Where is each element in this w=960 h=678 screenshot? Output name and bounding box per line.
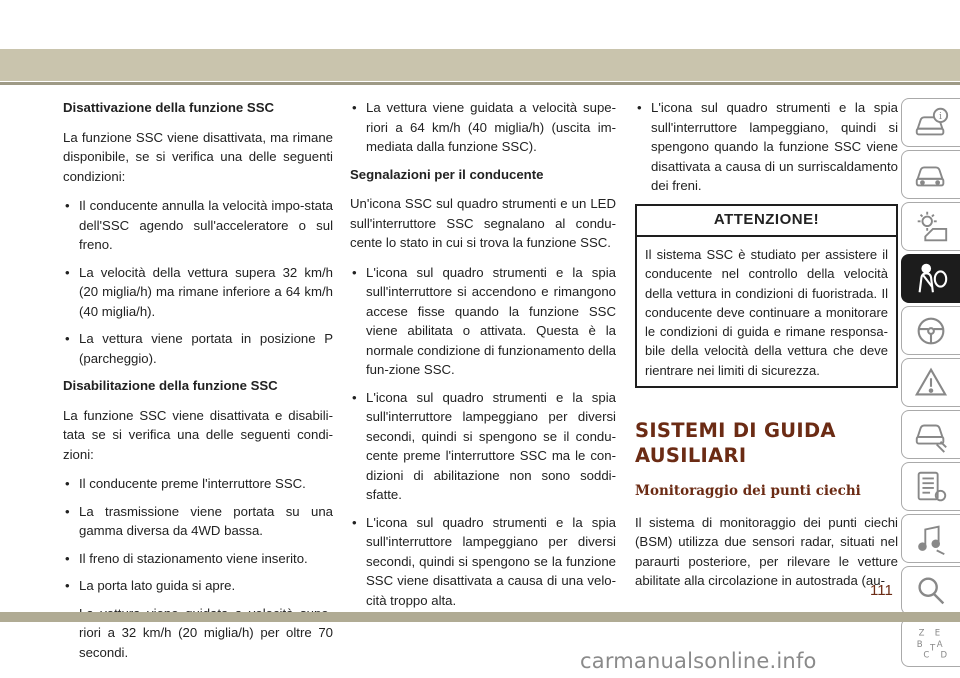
column-right bbox=[635, 98, 898, 601]
list-item: • La vettura viene portata in posizione P (parcheggio). bbox=[63, 329, 333, 368]
tab-index[interactable] bbox=[901, 618, 960, 667]
section-title-line2: AUSILIARI bbox=[635, 444, 747, 468]
warning-body: Il sistema SSC è studiato per assistere il conducente nel controllo della velocità della vettura in condizioni di fuoristrada. Il conducente deve continuare a monitorare le condizioni di guida e rimane responsa-bile della velocità della vettura che deve rientrare nei limiti di sicurezza. bbox=[645, 247, 888, 378]
specs-list-icon bbox=[912, 468, 950, 506]
index-letter-d: D bbox=[940, 649, 948, 660]
bullet-list bbox=[350, 98, 616, 157]
list-item: • La vettura viene guidata a velocità supe-riori a 64 km/h (40 miglia/h) (uscita im-mediata dalla funzione SSC). bbox=[350, 98, 616, 157]
tab-car-info[interactable] bbox=[901, 98, 960, 147]
seatbelt-airbag-icon bbox=[912, 260, 950, 298]
heading-driver-signals: Segnalazioni per il conducente bbox=[350, 166, 544, 182]
column-middle bbox=[350, 98, 616, 618]
section-title-line1: SISTEMI DI GUIDA bbox=[635, 419, 836, 443]
tab-dashboard-lights[interactable] bbox=[901, 202, 960, 251]
header-rule bbox=[0, 82, 960, 85]
tab-multimedia[interactable] bbox=[901, 514, 960, 563]
heading-ssc-deactivation: Disattivazione della funzione SSC bbox=[63, 100, 275, 115]
list-item: • L'icona sul quadro strumenti e la spia sull'interruttore lampeggiano per diversi secondi, quindi si spengono se il condu-cente preme l'interruttore SSC ma le con-dizioni di abilitazione non sono soddi-sfatte. bbox=[350, 388, 616, 505]
bullet-list bbox=[350, 263, 616, 611]
alphabet-index-icon bbox=[912, 624, 950, 662]
tab-steering[interactable] bbox=[901, 306, 960, 355]
tab-specs[interactable] bbox=[901, 462, 960, 511]
list-item: • L'icona sul quadro strumenti e la spia sull'interruttore lampeggiano per diversi secondi, quindi si spengono se la funzione SSC viene disattivata a causa di una velo-cità troppo alta. bbox=[350, 513, 616, 611]
warning-triangle-icon bbox=[912, 364, 950, 402]
steering-wheel-icon bbox=[912, 312, 950, 350]
index-letter-e: E bbox=[934, 627, 941, 638]
car-key-icon bbox=[912, 156, 950, 194]
footer-band bbox=[0, 612, 960, 622]
index-letter-b: B bbox=[916, 639, 923, 650]
bullet-list bbox=[63, 196, 333, 368]
list-item: • L'icona sul quadro strumenti e la spia sull'interruttore si accendono e rimangono accese fisse quando la funzione SSC viene abilitata o attivata. Questa è la normale condizione di funzionamento della fun-zione SSC. bbox=[350, 263, 616, 380]
dashboard-lights-icon bbox=[912, 208, 950, 246]
list-item: • La trasmissione viene portata su una gamma diversa da 4WD bassa. bbox=[63, 502, 333, 541]
paragraph: Il sistema di monitoraggio dei punti ciechi (BSM) utilizza due sensori radar, situati nel paraurti posteriore, per rilevare le vetture abilitate alla circolazione in autostrada (au- bbox=[635, 514, 898, 589]
list-item: • La velocità della vettura supera 32 km/h (20 miglia/h) ma rimane inferiore a 64 km/h (40 miglia/h). bbox=[63, 263, 333, 322]
list-item: • La porta lato guida si apre. bbox=[63, 576, 333, 596]
list-item: • riori a 32 km/h (20 miglia/h) per oltre 70 secondi. bbox=[63, 604, 333, 663]
chapter-tabs bbox=[901, 98, 960, 670]
warning-title: ATTENZIONE! bbox=[637, 206, 896, 238]
list-item: • L'icona sul quadro strumenti e la spia sull'interruttore lampeggiano, quindi si spengono quando la funzione SSC viene disattivata a causa di un surriscaldamento dei freni. bbox=[635, 98, 898, 196]
tab-safety[interactable] bbox=[901, 254, 960, 303]
index-letter-c: C bbox=[923, 649, 930, 660]
search-index-icon bbox=[912, 572, 950, 610]
index-letter-t: T bbox=[930, 643, 936, 654]
header-band bbox=[0, 49, 960, 81]
index-letter-a: A bbox=[936, 639, 943, 650]
bullet-list bbox=[63, 474, 333, 662]
list-item: • Il conducente preme l'interruttore SSC. bbox=[63, 474, 333, 494]
multimedia-icon bbox=[912, 520, 950, 558]
car-info-icon bbox=[912, 104, 950, 142]
heading-ssc-disabling: Disabilitazione della funzione SSC bbox=[63, 378, 278, 393]
page-number: 111 bbox=[870, 582, 893, 599]
car-service-icon bbox=[912, 416, 950, 454]
bullet-list bbox=[635, 98, 898, 196]
tab-warning[interactable] bbox=[901, 358, 960, 407]
svg-text:i: i bbox=[938, 110, 943, 122]
paragraph: La funzione SSC viene disattivata e disabili-tata se si verifica una delle seguenti condi-zioni: bbox=[63, 407, 333, 462]
paragraph: La funzione SSC viene disattivata, ma rimane disponibile, se si verifica una delle seguenti condizioni: bbox=[63, 129, 333, 184]
column-left bbox=[63, 98, 333, 670]
list-item: • Il conducente annulla la velocità impo-stata dell'SSC agendo sull'acceleratore o sul freno. bbox=[63, 196, 333, 255]
index-letter-z: Z bbox=[918, 627, 925, 638]
tab-car-service[interactable] bbox=[901, 410, 960, 459]
subsection-title: Monitoraggio dei punti ciechi bbox=[635, 483, 861, 500]
list-item: • Il freno di stazionamento viene inserito. bbox=[63, 549, 333, 569]
watermark: carmanualsonline.info bbox=[580, 649, 817, 673]
paragraph: Un'icona SSC sul quadro strumenti e un LED sull'interruttore SSC segnalano al condu-cente lo stato in cui si trova la funzione SSC. bbox=[350, 196, 616, 250]
tab-search[interactable] bbox=[901, 566, 960, 615]
tab-car-key[interactable] bbox=[901, 150, 960, 199]
warning-box bbox=[635, 204, 898, 389]
section-title bbox=[635, 418, 898, 468]
